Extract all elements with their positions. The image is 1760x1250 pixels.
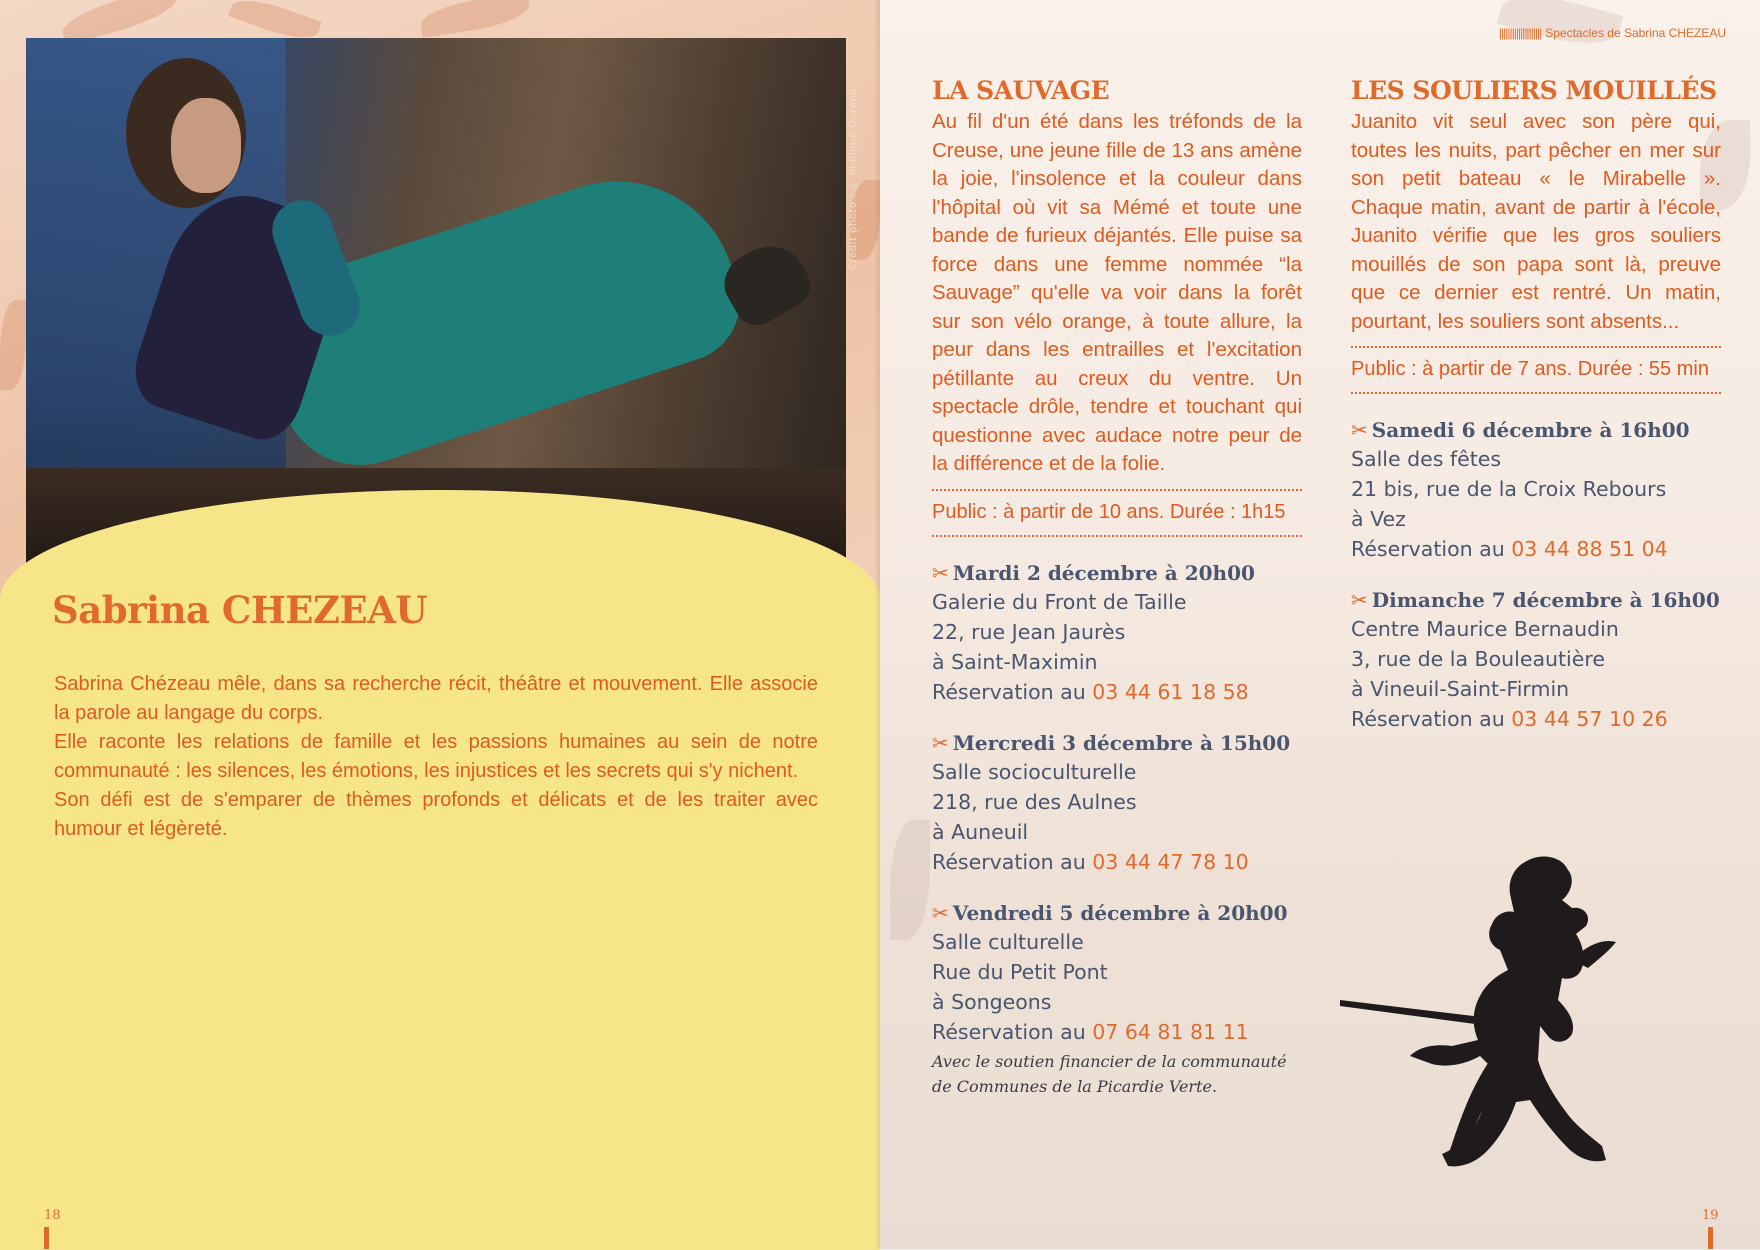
reservation-line: [932, 847, 1302, 877]
venue-town: à Vez: [1351, 507, 1406, 531]
reservation-phone[interactable]: 07 64 81 81 11: [1092, 1019, 1249, 1044]
venue-name: Galerie du Front de Taille: [932, 589, 1187, 614]
venue-town: à Songeons: [932, 989, 1052, 1014]
venue-address: 218, rue des Aulnes: [932, 789, 1137, 814]
scissors-icon: ✂: [932, 900, 949, 925]
performance-date-text: Mercredi 3 décembre à 15h00: [952, 730, 1291, 755]
page-number-right: 19: [1702, 1208, 1719, 1223]
performance-entry: [932, 899, 1302, 1047]
scissors-icon: ✂: [932, 730, 949, 755]
bio-paragraph: Sabrina Chézeau mêle, dans sa recherche récit, théâtre et mouvement. Elle associe la parole au langage du corps.: [54, 673, 818, 724]
reservation-line: [1351, 704, 1721, 734]
artist-name: Sabrina CHEZEAU: [52, 588, 428, 632]
venue-town: à Vineuil-Saint-Firmin: [1351, 677, 1570, 701]
reservation-line: [932, 677, 1302, 707]
venue-address: 22, rue Jean Jaurès: [932, 619, 1126, 644]
scissors-icon: ✂: [1351, 418, 1368, 442]
scissors-icon: ✂: [1351, 588, 1368, 612]
running-head-text: Spectacles de Sabrina CHEZEAU: [1545, 26, 1726, 40]
venue-name: Salle socioculturelle: [932, 759, 1137, 784]
dotted-rule: [932, 535, 1302, 537]
funding-note: Avec le soutien financier de la communauté de Communes de la Picardie Verte.: [932, 1051, 1287, 1096]
show-les-souliers-mouilles: [1351, 76, 1721, 734]
leaf-decoration: [890, 820, 930, 940]
performance-date-text: Vendredi 5 décembre à 20h00: [952, 900, 1288, 925]
performance-date: [1351, 416, 1721, 444]
venue-address: 21 bis, rue de la Croix Rebours: [1351, 477, 1667, 501]
page-number-bar: [44, 1227, 49, 1249]
show-la-sauvage: [932, 76, 1302, 1099]
show-description: Au fil d'un été dans les tréfonds de la Creuse, une jeune fille de 13 ans amène la joie, l'insolence et la couleur dans l'hôpital où vit sa Mémé et toute une bande de furieux déjantés. Elle puise sa force dans une femme nommée “la Sauvage” qu'elle va voir dans la forêt sur son vélo orange, à toute allure, la peur dans les entrailles et l'excitation pétillante au creux du ventre. Un spectacle drôle, tendre et touchant qui questionne avec audace notre peur de la différence et de la folie.: [932, 110, 1302, 475]
venue-town: à Auneuil: [932, 819, 1029, 844]
show-description: Juanito vit seul avec son père qui, toutes les nuits, part pêcher en mer sur son petit bateau « le Mirabelle ». Chaque matin, avant de partir à l'école, Juanito vérifie que les gros souliers mouillés de son papa sont là, preuve que ce dernier est rentré. Un matin, pourtant, les souliers sont absents...: [1351, 110, 1721, 333]
reservation-phone[interactable]: 03 44 57 10 26: [1511, 707, 1668, 731]
dotted-rule: [932, 489, 1302, 491]
performance-date: [932, 729, 1302, 757]
venue-name: Salle des fêtes: [1351, 447, 1502, 471]
performance-date-text: Mardi 2 décembre à 20h00: [952, 560, 1255, 585]
bio-paragraph: Son défi est de s'emparer de thèmes profonds et délicats et de les traiter avec humour et légèreté.: [54, 789, 818, 840]
performance-date-text: Samedi 6 décembre à 16h00: [1371, 418, 1690, 442]
show-title: LA SAUVAGE: [932, 76, 1110, 105]
reservation-label: Réservation au: [1351, 537, 1512, 561]
left-page: [0, 0, 880, 1249]
venue-address: 3, rue de la Bouleautière: [1351, 647, 1605, 671]
bio-paragraph: Elle raconte les relations de famille et les passions humaines au sein de notre communauté : les silences, les émotions, les injustices et les secrets qui s'y nichent.: [54, 731, 818, 782]
page-number-bar: [1708, 1227, 1713, 1249]
performance-entry: [1351, 586, 1721, 734]
reservation-label: Réservation au: [932, 1019, 1093, 1044]
performance-date-text: Dimanche 7 décembre à 16h00: [1371, 588, 1720, 612]
show-audience: Public : à partir de 7 ans. Durée : 55 min: [1351, 358, 1709, 380]
performance-entry: [1351, 416, 1721, 564]
reservation-phone[interactable]: 03 44 88 51 04: [1511, 537, 1668, 561]
reservation-label: Réservation au: [1351, 707, 1512, 731]
reservation-label: Réservation au: [932, 849, 1093, 874]
performance-entry: [932, 559, 1302, 707]
performance-entry: [932, 729, 1302, 877]
running-head: |||||||||||||||||||| Spectacles de Sabrina CHEZEAU: [1498, 26, 1726, 40]
artist-bio: [54, 670, 818, 844]
cat-swordsman-silhouette-icon: [1340, 850, 1630, 1210]
page-number-left: 18: [44, 1208, 61, 1223]
leaf-decoration: [0, 300, 26, 390]
leaf-decoration: [418, 0, 531, 38]
dotted-rule: [1351, 392, 1721, 394]
photo-credit: Crédit photo : © Philippe Durand: [848, 88, 859, 270]
show-audience: Public : à partir de 10 ans. Durée : 1h15: [932, 500, 1286, 523]
venue-name: Salle culturelle: [932, 929, 1084, 954]
show-title: LES SOULIERS MOUILLÉS: [1351, 76, 1717, 105]
photo-figure-face: [171, 98, 241, 193]
dotted-rule: [1351, 346, 1721, 348]
venue-town: à Saint-Maximin: [932, 649, 1098, 674]
performance-date: [932, 899, 1302, 927]
venue-address: Rue du Petit Pont: [932, 959, 1108, 984]
venue-name: Centre Maurice Bernaudin: [1351, 617, 1619, 641]
scissors-icon: ✂: [932, 560, 949, 585]
reservation-phone[interactable]: 03 44 47 78 10: [1092, 849, 1249, 874]
reservation-line: [932, 1017, 1302, 1047]
performance-date: [932, 559, 1302, 587]
reservation-label: Réservation au: [932, 679, 1093, 704]
performance-date: [1351, 586, 1721, 614]
reservation-line: [1351, 534, 1721, 564]
reservation-phone[interactable]: 03 44 61 18 58: [1092, 679, 1249, 704]
